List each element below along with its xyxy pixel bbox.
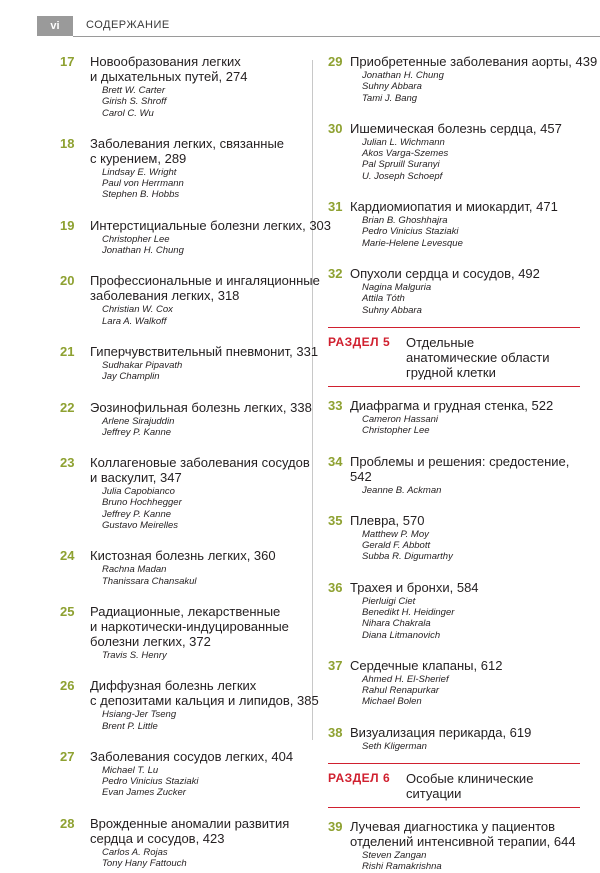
chapter-title-line: Ишемическая болезнь сердца, 457 bbox=[350, 120, 562, 136]
chapter-authors bbox=[362, 282, 431, 316]
chapter-number: 18 bbox=[60, 135, 75, 151]
running-title: СОДЕРЖАНИЕ bbox=[86, 19, 170, 31]
section-label: РАЗДЕЛ 5 bbox=[328, 334, 391, 349]
chapter-title-line: Врожденные аномалии развития bbox=[90, 815, 290, 831]
author-name: Brett W. Carter bbox=[102, 85, 165, 96]
chapter-authors bbox=[102, 709, 176, 732]
author-name: Jonathan H. Chung bbox=[362, 70, 444, 81]
chapter-number: 22 bbox=[60, 399, 75, 415]
chapter-title-line: Плевра, 570 bbox=[350, 512, 425, 528]
chapter-title-line: Новообразования легких bbox=[90, 54, 241, 69]
chapter-title-line: Проблемы и решения: средостение, bbox=[350, 453, 570, 469]
chapter-authors bbox=[362, 529, 453, 563]
chapter-title-line: болезни легких, 372 bbox=[90, 634, 211, 649]
chapter-number: 34 bbox=[328, 453, 343, 469]
chapter-title-line: отделений интенсивной терапии, 644 bbox=[350, 834, 576, 850]
author-name: Rahul Renapurkar bbox=[362, 685, 440, 697]
chapter-number: 27 bbox=[60, 748, 75, 764]
author-name: Tami J. Bang bbox=[362, 92, 418, 104]
chapter-title bbox=[90, 400, 312, 415]
author-name: Attila Tóth bbox=[362, 293, 405, 305]
author-name: Jeffrey P. Kanne bbox=[102, 426, 172, 438]
chapter-authors bbox=[362, 414, 438, 437]
author-name: Jeffrey P. Kanne bbox=[102, 508, 172, 520]
author-name: Diana Litmanovich bbox=[362, 629, 441, 641]
chapter-title bbox=[90, 749, 293, 764]
author-name: Gustavo Meirelles bbox=[102, 520, 179, 532]
author-name: Suhny Abbara bbox=[362, 81, 422, 93]
section-rule bbox=[328, 327, 580, 328]
chapter-authors bbox=[362, 137, 448, 182]
author-name: Paul von Herrmann bbox=[102, 178, 184, 190]
author-name: Matthew P. Moy bbox=[362, 528, 429, 540]
chapter-authors bbox=[102, 650, 167, 661]
author-name: Christopher Lee bbox=[362, 425, 430, 437]
chapter-title bbox=[90, 548, 276, 563]
chapter-authors bbox=[362, 596, 454, 641]
chapter-title bbox=[90, 678, 319, 708]
header-rule bbox=[73, 36, 600, 37]
chapter-title bbox=[90, 54, 247, 84]
section-title-line: Особые клинические bbox=[406, 771, 534, 787]
author-name: Thanissara Chansakul bbox=[102, 575, 197, 587]
chapter-number: 32 bbox=[328, 266, 343, 281]
chapter-number: 39 bbox=[328, 819, 343, 835]
chapter-title-line: с депозитами кальция и липидов, 385 bbox=[90, 693, 319, 709]
chapter-number: 17 bbox=[60, 54, 75, 69]
chapter-authors bbox=[102, 167, 184, 201]
section-rule bbox=[328, 763, 580, 764]
author-name: Michael T. Lu bbox=[102, 764, 159, 776]
chapter-title bbox=[350, 266, 540, 281]
author-name: Jonathan H. Chung bbox=[102, 245, 184, 257]
chapter-title bbox=[90, 604, 289, 649]
chapter-title bbox=[350, 121, 562, 136]
section-title bbox=[406, 335, 550, 380]
chapter-title bbox=[350, 398, 553, 413]
author-name: Rishi Ramakrishna bbox=[362, 861, 442, 873]
author-name: Lara A. Walkoff bbox=[102, 315, 167, 327]
author-name: Rachna Madan bbox=[102, 564, 167, 576]
chapter-title bbox=[350, 580, 479, 595]
author-name: Pal Spruill Suranyi bbox=[362, 159, 440, 171]
chapter-title-line: Радиационные, лекарственные bbox=[90, 604, 281, 619]
chapter-number: 35 bbox=[328, 512, 343, 528]
chapter-number: 25 bbox=[60, 604, 75, 619]
section-rule bbox=[328, 807, 580, 808]
section-title-line: анатомические области bbox=[406, 349, 550, 365]
chapter-authors bbox=[362, 741, 427, 752]
chapter-authors bbox=[102, 85, 166, 119]
author-name: Nihara Chakrala bbox=[362, 618, 431, 630]
chapter-title-line: Диффузная болезнь легких bbox=[90, 678, 257, 694]
author-name: Jay Champlin bbox=[102, 371, 160, 383]
author-name: Marie-Helene Levesque bbox=[362, 237, 463, 249]
chapter-number: 37 bbox=[328, 657, 343, 673]
chapter-title bbox=[90, 816, 289, 846]
chapter-authors bbox=[362, 70, 444, 104]
chapter-title bbox=[90, 218, 331, 233]
column-divider bbox=[312, 60, 313, 740]
author-name: Christopher Lee bbox=[102, 233, 170, 245]
chapter-title-line: Интерстициальные болезни легких, 303 bbox=[90, 217, 332, 233]
chapter-title-line: Визуализация перикарда, 619 bbox=[350, 724, 532, 740]
chapter-number: 20 bbox=[60, 273, 75, 289]
chapter-title bbox=[350, 725, 531, 740]
chapter-authors bbox=[102, 360, 182, 383]
chapter-title-line: Эозинофильная болезнь легких, 338 bbox=[90, 399, 312, 415]
chapter-authors bbox=[362, 485, 441, 496]
author-name: Pierluigi Ciet bbox=[362, 595, 416, 607]
author-name: Pedro Vinicius Staziaki bbox=[362, 226, 459, 238]
section-label: РАЗДЕЛ 6 bbox=[328, 771, 391, 786]
chapter-title-line: и наркотически-индуцированные bbox=[90, 619, 289, 634]
section-rule bbox=[328, 386, 580, 387]
chapter-authors bbox=[102, 847, 187, 870]
chapter-authors bbox=[102, 416, 174, 439]
chapter-authors bbox=[362, 850, 442, 873]
chapter-title-line: Опухоли сердца и сосудов, 492 bbox=[350, 266, 540, 281]
section-title-line: Отдельные bbox=[406, 334, 475, 350]
chapter-title-line: Лучевая диагностика у пациентов bbox=[350, 819, 556, 835]
chapter-title-line: Приобретенные заболевания аорты, 439 bbox=[350, 54, 598, 69]
chapter-title-line: с курением, 289 bbox=[90, 150, 187, 166]
author-name: Brian B. Ghoshhajra bbox=[362, 215, 448, 227]
author-name: Bruno Hochhegger bbox=[102, 497, 182, 509]
chapter-title bbox=[350, 454, 569, 484]
author-name: Julia Capobianco bbox=[102, 486, 175, 498]
chapter-title bbox=[90, 455, 310, 485]
author-name: Evan James Zucker bbox=[102, 787, 186, 799]
chapter-title-line: и васкулит, 347 bbox=[90, 470, 182, 486]
author-name: Cameron Hassani bbox=[362, 413, 439, 425]
chapter-title-line: Заболевания легких, связанные bbox=[90, 135, 285, 151]
author-name: Carol C. Wu bbox=[102, 107, 154, 119]
author-name: Suhny Abbara bbox=[362, 304, 422, 316]
author-name: Michael Bolen bbox=[362, 696, 422, 708]
chapter-number: 31 bbox=[328, 199, 343, 215]
author-name: Travis S. Henry bbox=[102, 650, 167, 661]
author-name: Steven Zangan bbox=[362, 850, 427, 862]
chapter-number: 21 bbox=[60, 344, 75, 359]
chapter-title bbox=[350, 658, 502, 673]
chapter-number: 23 bbox=[60, 455, 75, 471]
chapter-title bbox=[350, 54, 597, 69]
chapter-title-line: и дыхательных путей, 274 bbox=[90, 69, 248, 84]
chapter-title bbox=[350, 199, 558, 214]
author-name: Ahmed H. El-Sherief bbox=[362, 673, 449, 685]
author-name: Christian W. Cox bbox=[102, 304, 173, 316]
section-title-line: ситуации bbox=[406, 786, 462, 802]
chapter-title-line: Коллагеновые заболевания сосудов bbox=[90, 455, 310, 471]
author-name: U. Joseph Schoepf bbox=[362, 170, 443, 182]
chapter-authors bbox=[362, 215, 463, 249]
author-name: Subba R. Digumarthy bbox=[362, 551, 453, 563]
author-name: Sudhakar Pipavath bbox=[102, 360, 183, 371]
chapter-number: 38 bbox=[328, 724, 343, 740]
section-title-line: грудной клетки bbox=[406, 364, 496, 380]
chapter-authors bbox=[362, 674, 449, 708]
author-name: Hsiang-Jer Tseng bbox=[102, 709, 177, 721]
chapter-number: 36 bbox=[328, 579, 343, 595]
chapter-title-line: заболевания легких, 318 bbox=[90, 288, 240, 304]
page-number-tab: vi bbox=[37, 16, 73, 36]
author-name: Julian L. Wichmann bbox=[362, 136, 445, 148]
author-name: Benedikt H. Heidinger bbox=[362, 606, 455, 618]
chapter-authors bbox=[102, 564, 197, 587]
chapter-title bbox=[90, 273, 320, 303]
chapter-number: 19 bbox=[60, 217, 75, 233]
chapter-title bbox=[350, 513, 424, 528]
chapter-title-line: Трахея и бронхи, 584 bbox=[350, 579, 479, 595]
author-name: Seth Kligerman bbox=[362, 740, 427, 752]
author-name: Pedro Vinicius Staziaki bbox=[102, 776, 199, 788]
author-name: Gerald F. Abbott bbox=[362, 540, 431, 552]
section-title bbox=[406, 771, 533, 801]
chapter-title bbox=[90, 136, 284, 166]
chapter-number: 29 bbox=[328, 54, 343, 69]
page-header bbox=[0, 0, 600, 52]
chapter-title-line: Кистозная болезнь легких, 360 bbox=[90, 548, 276, 564]
chapter-title-line: Кардиомиопатия и миокардит, 471 bbox=[350, 199, 558, 215]
chapter-number: 30 bbox=[328, 120, 343, 136]
author-name: Stephen B. Hobbs bbox=[102, 189, 180, 201]
chapter-authors bbox=[102, 486, 182, 531]
chapter-number: 24 bbox=[60, 548, 75, 564]
chapter-number: 28 bbox=[60, 815, 75, 831]
chapter-title-line: Гиперчувствительный пневмонит, 331 bbox=[90, 344, 319, 359]
chapter-title-line: Сердечные клапаны, 612 bbox=[350, 657, 503, 673]
author-name: Jeanne B. Ackman bbox=[362, 484, 442, 496]
chapter-authors bbox=[102, 765, 198, 799]
author-name: Arlene Sirajuddin bbox=[102, 415, 175, 427]
chapter-title-line: Профессиональные и ингаляционные bbox=[90, 273, 320, 289]
chapter-title bbox=[90, 344, 318, 359]
chapter-title-line: 542 bbox=[350, 468, 372, 484]
author-name: Lindsay E. Wright bbox=[102, 166, 177, 178]
author-name: Nagina Malguria bbox=[362, 282, 432, 293]
chapter-authors bbox=[102, 234, 184, 257]
chapter-title-line: Диафрагма и грудная стенка, 522 bbox=[350, 397, 554, 413]
chapter-number: 26 bbox=[60, 678, 75, 694]
chapter-title-line: сердца и сосудов, 423 bbox=[90, 830, 225, 846]
chapter-title-line: Заболевания сосудов легких, 404 bbox=[90, 748, 294, 764]
author-name: Girish S. Shroff bbox=[102, 96, 167, 108]
author-name: Tony Hany Fattouch bbox=[102, 858, 187, 870]
chapter-title bbox=[350, 819, 576, 849]
chapter-authors bbox=[102, 304, 173, 327]
chapter-number: 33 bbox=[328, 397, 343, 413]
author-name: Akos Varga-Szemes bbox=[362, 148, 449, 160]
author-name: Brent P. Little bbox=[102, 720, 158, 732]
author-name: Carlos A. Rojas bbox=[102, 846, 168, 858]
